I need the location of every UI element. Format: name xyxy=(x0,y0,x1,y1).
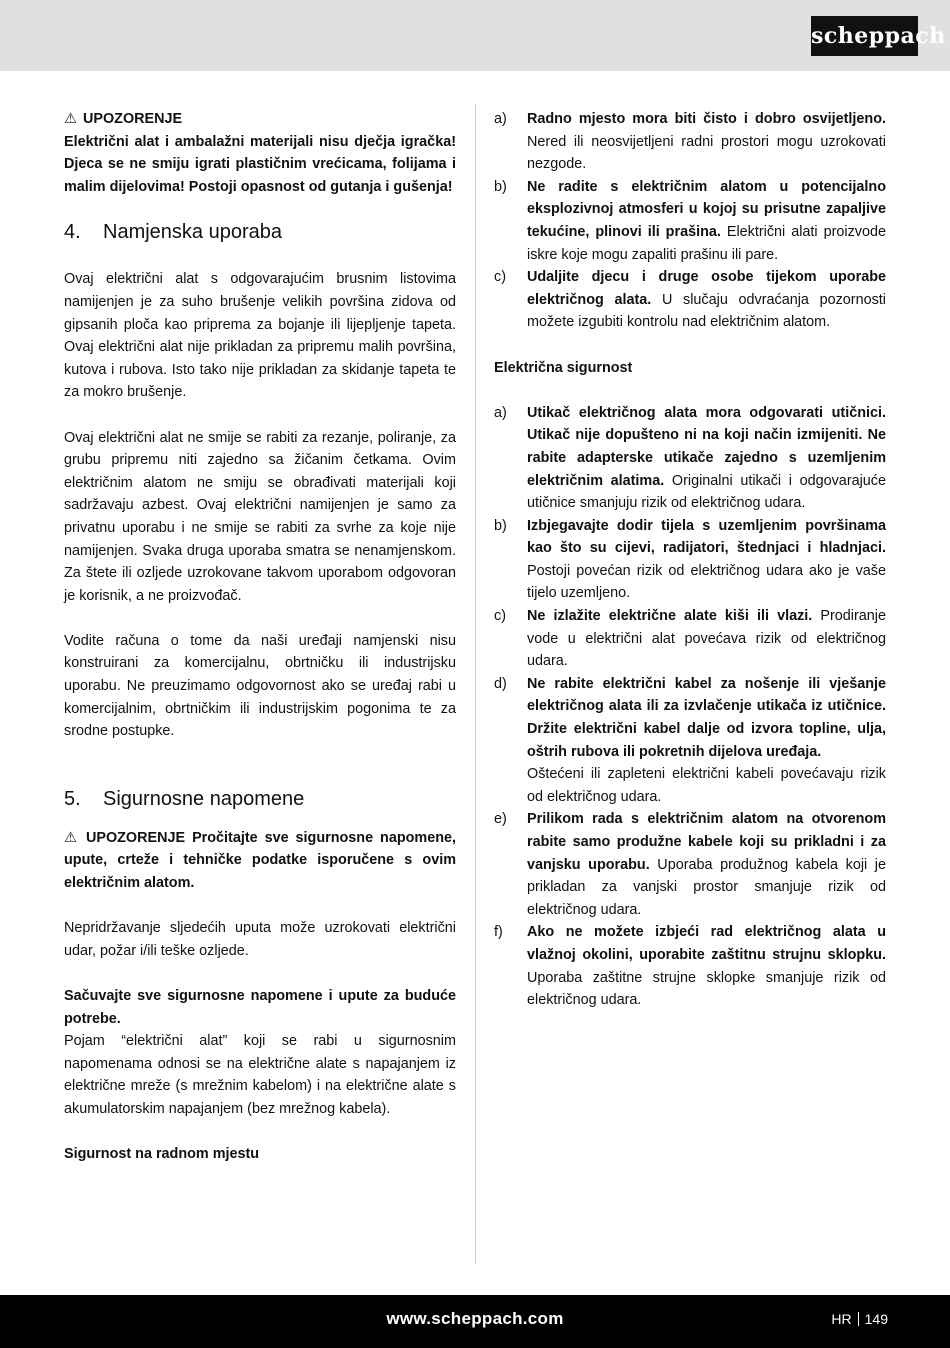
electrical-list xyxy=(494,402,886,1012)
list-item: b) Ne radite s električnim alatom u potencijalno eksplozivnoj atmosferi u kojoj su prisutne zapaljive tekućine, plinovi ili prašina. Električni alati proizvode iskre koje mogu zapaliti prašinu ili pare. xyxy=(494,178,886,263)
list-item: e) Prilikom rada s električnim alatom na otvorenom rabite samo produžne kabele koji su prikladni i za vanjsku uporabu. Uporaba produžnog kabela koji je prikladan za vanjski prostor smanjuje rizik od električnog udara. xyxy=(494,811,886,918)
subheading-workplace-safety: Sigurnost na radnom mjestu xyxy=(64,1146,260,1163)
list-item: a) Utikač električnog alata mora odgovarati utičnici. Utikač nije dopušteno ni na koji način izmijeniti. Ne rabite adapterske utikače zajedno s uzemljenim električnim alatima. Originalni utikači i odgovarajuće utičnice smanjuju rizik od električnog udara. xyxy=(494,404,887,512)
right-column xyxy=(494,108,886,1012)
bold-paragraph: Sačuvajte sve sigurnosne napomene i upute za buduće potrebe. xyxy=(64,988,456,1027)
list-item: c) Ne izlažite električne alate kiši ili vlazi. Prodiranje vode u električni alat povećava rizik od električnog udara. xyxy=(494,608,886,670)
warning-heading: ⚠ UPOZORENJE xyxy=(64,108,456,131)
header-bar xyxy=(0,0,950,71)
workplace-list xyxy=(494,108,886,334)
list-item: c) Udaljite djecu i druge osobe tijekom uporabe električnog alata. U slučaju odvraćanja pozornosti možete izgubiti kontrolu nad električnim alatom. xyxy=(494,269,886,331)
section-5-heading: 5. Sigurnosne napomene xyxy=(64,787,305,810)
page-number: HR 149 xyxy=(831,1311,888,1327)
warning-triangle-icon: ⚠ xyxy=(64,111,77,127)
warning-triangle-icon: ⚠ xyxy=(64,829,77,846)
list-item: a) Radno mjesto mora biti čisto i dobro osvijetljeno. Nered ili neosvijetljeni radni prostori mogu uzrokovati nezgode. xyxy=(494,111,886,173)
list-item: d) Ne rabite električni kabel za nošenje ili vješanje električnog alata ili za izvlačenje utikača iz utičnice. Držite električni kabel dalje od izvora topline, ulja, oštrih rubova ili pokretnih dijelova uređaja. Oštećeni ili zapleteni električni kabeli povećavaju rizik od električnog udara. xyxy=(494,675,886,805)
list-item: b) Izbjegavajte dodir tijela s uzemljenim površinama kao što su cijevi, radijatori, štednjaci i hladnjaci. Postoji povećan rizik od električnog udara ako je vaše tijelo uzemljeno. xyxy=(494,517,886,602)
paragraph: Ovaj električni alat s odgovarajućim brusnim listovima namijenjen je za suho brušenje velikih površina zidova od gipsanih ploča kao priprema za bojanje ili lijepljenje tapeta. Ovaj električni alat nije prikladan za pripremu malih površina, kutova i rubova. Isto tako nije prikladan za skidanje tapeta te za mokro brušenje. xyxy=(64,271,456,401)
separator xyxy=(858,1312,859,1326)
footer-bar xyxy=(0,1295,950,1348)
left-column xyxy=(64,108,456,1166)
subheading-electrical-safety: Električna sigurnost xyxy=(494,359,633,376)
paragraph: Nepridržavanje sljedećih uputa može uzrokovati električni udar, požar i/ili teške ozljede. xyxy=(64,920,456,959)
warning-text: Električni alat i ambalažni materijali nisu dječja igračka! Djeca se ne smiju igrati plastičnim vrećicama, folijama i malim dijelovima! Postoji opasnost od gutanja i gušenja! xyxy=(64,133,456,195)
list-item: f) Ako ne možete izbjeći rad električnog alata u vlažnoj okolini, uporabite zaštitnu strujnu sklopku. Uporaba zaštitne strujne sklopke smanjuje rizik od električnog udara. xyxy=(494,924,886,1009)
warning-paragraph: ⚠ UPOZORENJE Pročitajte sve sigurnosne napomene, upute, crteže i tehničke podatke isporučene s ovim električnim alatom. xyxy=(64,827,456,895)
column-divider xyxy=(475,104,476,1264)
section-4-heading: 4. Namjenska uporaba xyxy=(64,221,282,244)
paragraph: Vodite računa o tome da naši uređaji namjenski nisu konstruirani za komercijalnu, obrtničku ili industrijsku uporabu. Ne preuzimamo odgovornost ako se uređaj rabi u komercijalnim, obrtničkim ili industrijskim pogonima te za srodne postupke. xyxy=(64,632,456,740)
website-link[interactable]: www.scheppach.com xyxy=(386,1309,564,1328)
paragraph: Pojam “električni alat” koji se rabi u sigurnosnim napomenama odnosi se na električne alate s napajanjem iz električne mreže (s mrežnim kabelom) i na električne alate s akumulatorskim napajanjem (bez mrežnog kabela). xyxy=(64,1033,456,1117)
brand-logo: scheppach xyxy=(811,16,918,56)
paragraph: Ovaj električni alat ne smije se rabiti za rezanje, poliranje, za grubu pripremu niti zajedno sa žičanim četkama. Ovim električnim alatom ne smiju se obrađivati materijali koji sadržavaju azbest. Ovaj električni namijenjen je samo za privatnu uporabu i ne smije se rabiti za svrhe za koje nije namijenjen. Svaka druga uporaba smatra se nenamjenskom. Za štete ili ozljede uzrokovane takvom uporabom odgovoran je korisnik, a ne proizvođač. xyxy=(64,429,456,604)
